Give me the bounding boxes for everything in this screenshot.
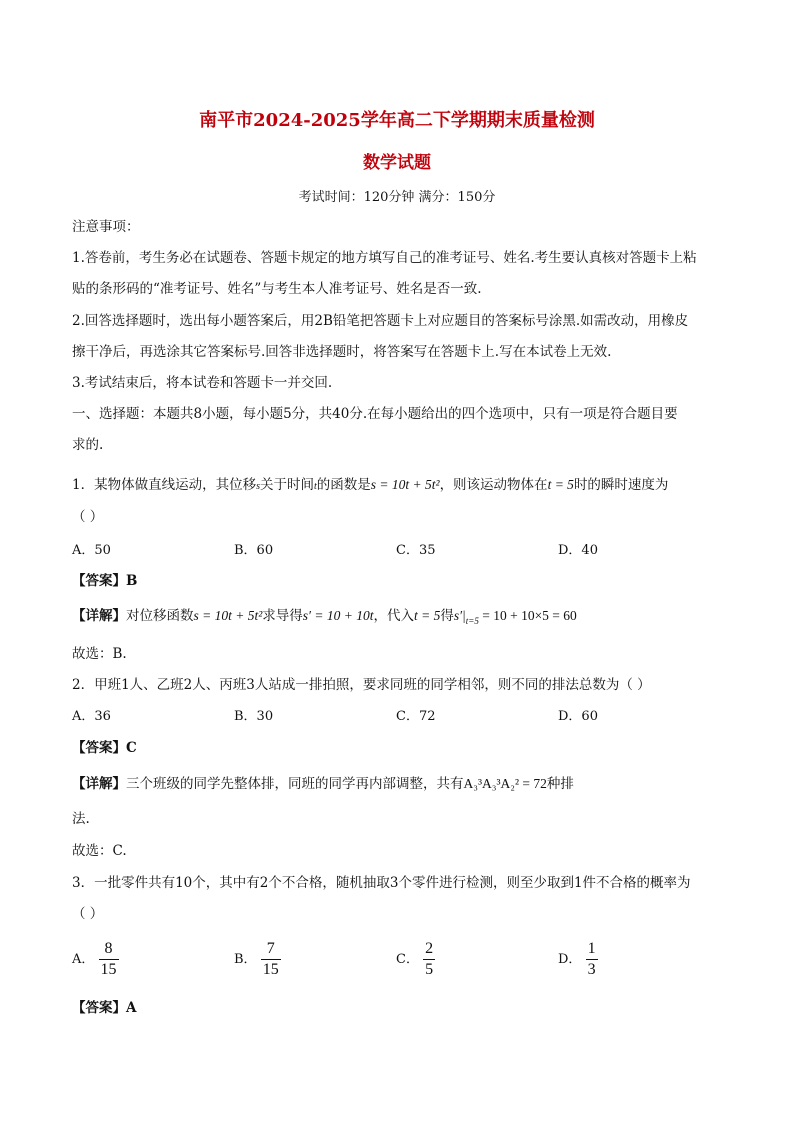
- exam-info: 考试时间：120分钟 满分：150分: [298, 190, 496, 205]
- q3-option-d-numerator: 1: [586, 939, 598, 960]
- q3-option-b-fraction: [261, 939, 281, 980]
- note-2-line-2: 擦干净后，再选涂其它答案标号.回答非选择题时，将答案写在答题卡上.写在本试卷上无效.: [72, 344, 612, 360]
- q3-paren: （ ）: [72, 906, 104, 922]
- q1-detail-eval-result: = 10 + 10×5 = 60: [478, 608, 577, 623]
- q3-option-d-denominator: 3: [587, 961, 596, 978]
- q3-stem: 3．一批零件共有10个，其中有2个不合格，随机抽取3个零件进行检测，则至少取到1件不合格的概率为: [72, 875, 691, 891]
- section-1-line-2: 求的.: [72, 437, 104, 453]
- q1-text-a: 1．某物体做直线运动，其位移: [72, 477, 257, 493]
- q1-option-b: B．60: [234, 543, 274, 558]
- q2-detail-formula: A₃³A₃³A₂² = 72: [463, 776, 547, 791]
- q1-detail-derivative: s′ = 10 + 10t: [302, 608, 374, 623]
- q2-detail-b: 种排: [546, 776, 574, 792]
- q1-detail-formula: s = 10t + 5t²: [193, 608, 263, 623]
- q3-option-b-denominator: 15: [262, 961, 279, 978]
- q1-answer: 【答案】B: [72, 573, 138, 589]
- q3-option-b: [234, 939, 281, 980]
- q2-answer: 【答案】C: [72, 740, 137, 756]
- q1-option-c: C．35: [396, 543, 436, 558]
- q1-text-e: 时的瞬时速度为: [573, 477, 669, 493]
- note-1-line-2: 贴的条形码的“准考证号、姓名”与考生本人准考证号、姓名是否一致.: [72, 281, 482, 297]
- q1-detail-b: 求导得: [262, 608, 303, 624]
- q1-detail-c: ，代入: [373, 608, 414, 624]
- note-3: 3.考试结束后，将本试卷和答题卡一并交回.: [72, 375, 333, 391]
- q3-option-b-label: B．: [234, 952, 257, 967]
- page-title: 南平市2024-2025学年高二下学期期末质量检测: [199, 110, 595, 131]
- q2-detail-cont: 法.: [72, 811, 90, 827]
- q3-option-a-label: A．: [72, 952, 95, 967]
- note-2-line-1: 2.回答选择题时，选出每小题答案后，用2B铅笔把答题卡上对应题目的答案标号涂黑.如需改动，用橡皮: [72, 313, 689, 329]
- q3-option-d-label: D．: [558, 952, 582, 967]
- q1-detail-substitution: t = 5: [413, 608, 441, 623]
- q1-var-s: s: [256, 481, 260, 492]
- q1-detail-eval-s: s′|: [453, 608, 466, 623]
- q3-option-a-denominator: 15: [100, 961, 117, 978]
- q1-text-d: ，则该运动物体在: [439, 477, 548, 493]
- q3-answer: 【答案】A: [72, 1000, 137, 1016]
- page-subtitle: 数学试题: [363, 153, 431, 173]
- q3-option-a-numerator: 8: [99, 939, 119, 960]
- notes-heading: 注意事项：: [72, 219, 140, 235]
- q2-detail-a: 三个班级的同学先整体排，同班的同学再内部调整，共有: [126, 776, 464, 792]
- q1-formula: s = 10t + 5t²: [370, 477, 440, 492]
- q2-detail: [72, 775, 574, 793]
- q1-option-d: D．40: [558, 543, 598, 558]
- section-1-line-1: 一、选择题：本题共8小题，每小题5分，共40分.在每小题给出的四个选项中，只有一项是符合题目要: [72, 406, 678, 422]
- q2-choose: 故选：C.: [72, 843, 127, 859]
- q1-detail-label: 【详解】: [72, 608, 126, 624]
- q2-detail-label: 【详解】: [72, 776, 126, 792]
- q2-option-d: D．60: [558, 709, 598, 724]
- q2-option-c: C．72: [396, 709, 436, 724]
- q3-option-b-numerator: 7: [261, 939, 281, 960]
- q1-detail-eval-subscript: t=5: [465, 616, 479, 626]
- q3-option-d-fraction: [586, 939, 598, 980]
- q3-option-a-fraction: [99, 939, 119, 980]
- q1-text-c: 的函数是: [316, 477, 371, 493]
- q2-option-b: B．30: [234, 709, 274, 724]
- q2-stem: 2．甲班1人、乙班2人、丙班3人站成一排拍照，要求同班的同学相邻，则不同的排法总数为（ ）: [72, 677, 651, 693]
- q1-detail-a: 对位移函数: [126, 608, 194, 624]
- q1-option-a: A．50: [72, 543, 111, 558]
- note-1-line-1: 1.答卷前，考生务必在试题卷、答题卡规定的地方填写自己的准考证号、姓名.考生要认真核对答题卡上粘: [72, 250, 697, 266]
- q3-option-c-label: C．: [396, 952, 419, 967]
- q3-option-a: [72, 939, 119, 980]
- q1-text-b: 关于时间: [260, 477, 314, 493]
- q1-condition: t = 5: [547, 477, 574, 492]
- q1-choose: 故选：B.: [72, 646, 127, 662]
- q1-paren: （ ）: [72, 509, 104, 525]
- q3-option-c-denominator: 5: [425, 961, 434, 978]
- q1-stem: [72, 476, 668, 496]
- q3-option-c-numerator: 2: [423, 939, 435, 960]
- q1-var-t: t: [314, 481, 317, 492]
- q3-option-c-fraction: [423, 939, 435, 980]
- q1-detail: [72, 607, 577, 626]
- q2-option-a: A．36: [72, 709, 111, 724]
- q3-option-c: [396, 939, 435, 980]
- q1-detail-d: 得: [440, 608, 454, 624]
- q3-option-d: [558, 939, 598, 980]
